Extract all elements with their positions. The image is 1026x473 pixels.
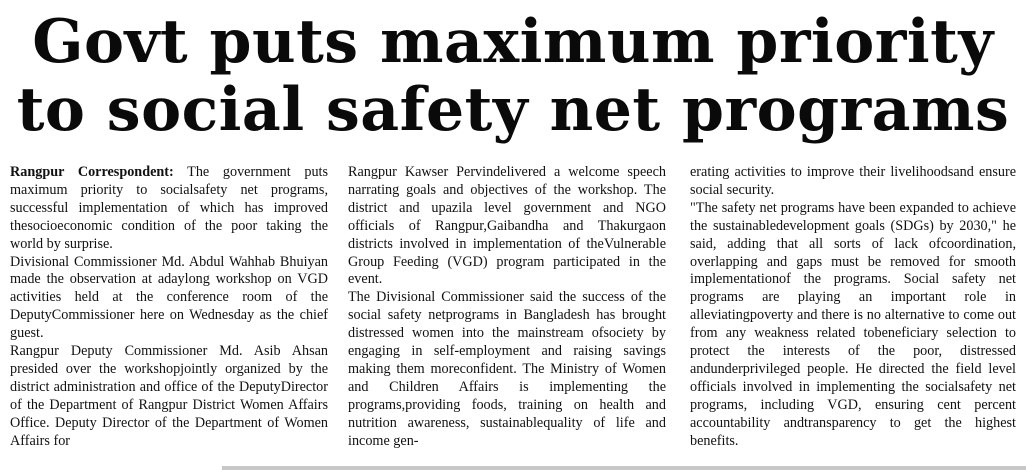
article-paragraph: "The safety net programs have been expanded to achieve the sustainabledevelopment goals (SDGs) by 2030," he said, adding that all sorts of lack ofcoordination, overlapping and gaps must be removed for smooth implementationof the programs. Social safety net programs are playing an important role in alleviatingpoverty and there is no alternative to come out from any weakness related tobeneficiary selection to protect the interests of the poor, distressed andunderprivileged people. He directed the field level officials involved in implementing the socialsafety net programs, including VGD, ensuring cent percent accountability andtransparency to get the highest benefits. [690, 199, 1016, 449]
article-paragraph: The Divisional Commissioner said the success of the social safety netprograms in Bangladesh has brought distressed women into the mainstream ofsociety by engaging in self-employment and raising savings making them moreconfident. The Ministry of Women and Children Affairs is implementing the programs,providing foods, training on health and nutrition awareness, sustainablequality of life and income gen- [348, 289, 666, 449]
bottom-divider [222, 466, 1026, 470]
article-column-3 [690, 164, 1016, 451]
article-body [10, 164, 1018, 460]
article-column-1 [10, 164, 328, 451]
article-column-2 [348, 164, 666, 451]
article-paragraph [10, 164, 328, 254]
byline: Rangpur Correspondent: [10, 164, 174, 180]
article-paragraph: Rangpur Kawser Pervindelivered a welcome speech narrating goals and objectives of the workshop. The district and upazila level government and NGO officials of Rangpur,Gaibandha and Thakurgaon districts involved in implementation of theVulnerable Group Feeding (VGD) program participated in the event. [348, 164, 666, 288]
article-paragraph: erating activities to improve their livelihoodsand ensure social security. [690, 164, 1016, 198]
lead-text: The government puts maximum priority to socialsafety net programs, successful implementation of which has improved thesocioeconomic condition of the poor taking the world by surprise. [10, 164, 329, 252]
headline-line-1: Govt puts maximum priority [32, 7, 994, 77]
article-paragraph: Divisional Commissioner Md. Abdul Wahhab Bhuiyan made the observation at adaylong workshop on VGD activities held at the conference room of the DeputyCommissioner here on Wednesday as the chief guest. [10, 253, 328, 342]
article-paragraph: Rangpur Deputy Commissioner Md. Asib Ahsan presided over the workshopjointly organized by the district administration and office of the DeputyDirector of the Department of Rangpur District Women Affairs Office. Deputy Director of the Department of Women Affairs for [10, 343, 328, 449]
headline [0, 8, 1026, 144]
headline-line-2: to social safety net programs [16, 75, 1010, 145]
